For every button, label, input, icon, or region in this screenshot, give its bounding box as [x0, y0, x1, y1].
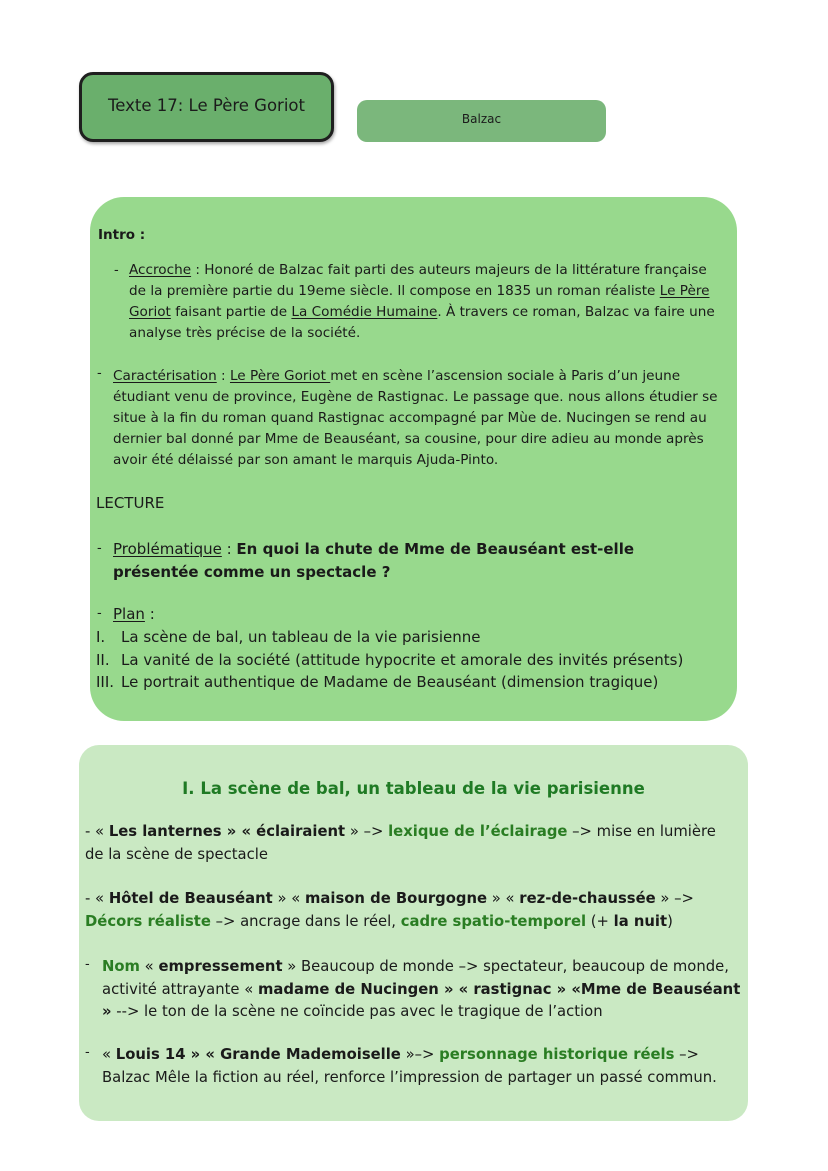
bullet-dash: - [85, 957, 90, 972]
analysis-paragraph: « Louis 14 » « Grande Mademoiselle »–> personnage historique réels –> Balzac Mêle la fiction au réel, renforce l’impression de partager un passé commun. [102, 1046, 717, 1086]
intro-card [90, 197, 737, 721]
plan-label: Plan [113, 605, 145, 623]
accroche-label: Accroche [129, 262, 192, 278]
analysis-paragraph: Nom « empressement » Beaucoup de monde –> spectateur, beaucoup de monde, activité attrayante « madame de Nucingen » « rastignac » «Mme de Beauséant » --> le ton de la scène ne coïncide pas avec le tragique de l’action [102, 958, 741, 1020]
problematique-question: En quoi la chute de Mme de Beauséant est-elle présentée comme un spectacle ? [113, 540, 635, 581]
book-title-link: Le Père Goriot [129, 283, 710, 320]
analysis-paragraph: - « Hôtel de Beauséant » « maison de Bourgogne » « rez-de-chaussée » –> Décors réaliste –> ancrage dans le réel, cadre spatio-temporel (+ la nuit) [85, 890, 694, 930]
document-title-box [79, 72, 334, 142]
plan-item: II. La vanité de la société (attitude hypocrite et amorale des invités présents) [96, 650, 684, 669]
bullet-dash: - [97, 541, 102, 556]
problematique-label: Problématique [113, 540, 222, 558]
author-box [357, 100, 606, 142]
section-heading: I. La scène de bal, un tableau de la vie parisienne [182, 779, 645, 798]
lecture-label: LECTURE [96, 494, 165, 512]
book-title-link: Le Père Goriot [229, 368, 331, 384]
plan-list [96, 626, 683, 694]
analysis-paragraph: - « Les lanternes » « éclairaient » –> lexique de l’éclairage –> mise en lumière de la scène de spectacle [85, 823, 716, 863]
bullet-dash: - [97, 366, 102, 381]
caracterisation-label: Caractérisation [113, 368, 217, 384]
problematique-paragraph: Problématique : En quoi la chute de Mme de Beauséant est-elle présentée comme un spectacle ? [113, 540, 635, 581]
bullet-dash: - [97, 606, 102, 621]
author-name: Balzac [461, 112, 502, 126]
bullet-dash: - [114, 263, 119, 278]
caracterisation-paragraph: Caractérisation : Le Père Goriot met en scène l’ascension sociale à Paris d’un jeune étudiant venu de province, Eugène de Rastignac. Le passage que. nous allons étudier se situe à la fin du roman quand Rastignac accompagné par Mùe de. Nucingen se rend au dernier bal donné par Mme de Beauséant, sa cousine, pour dire adieu au monde après avoir été délaissé par son amant le marquis Ajuda-Pinto. [113, 368, 718, 468]
bullet-dash: - [85, 1045, 90, 1060]
intro-label: Intro : [98, 227, 146, 243]
accroche-paragraph: Accroche : Honoré de Balzac fait parti des auteurs majeurs de la littérature française de la première partie du 19eme siècle. Il compose en 1835 un roman réaliste Le Père Goriot faisant partie de La Comédie Humaine. À travers ce roman, Balzac va faire une analyse très précise de la société. [129, 262, 715, 341]
series-title-link: La Comédie Humaine [291, 304, 438, 320]
plan-item: I. La scène de bal, un tableau de la vie parisienne [96, 628, 481, 646]
section-1-card [79, 745, 748, 1121]
document-title: Texte 17: Le Père Goriot [107, 95, 305, 115]
plan-item: III. Le portrait authentique de Madame de Beauséant (dimension tragique) [96, 673, 659, 692]
plan-heading: Plan : [113, 605, 155, 623]
